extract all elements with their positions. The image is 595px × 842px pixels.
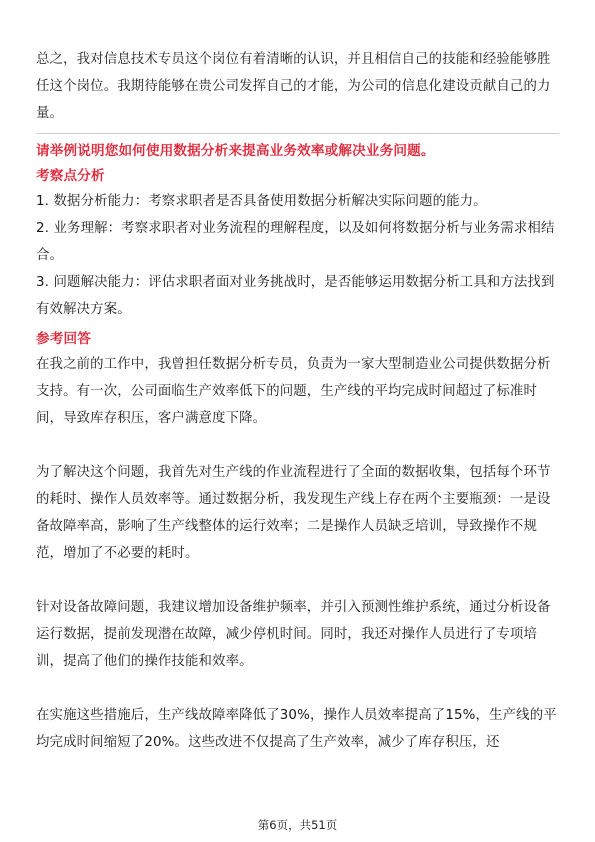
page-footer: 第6页，共51页	[257, 818, 338, 832]
analysis-item: 3. 问题解决能力：评估求职者面对业务挑战时，是否能够运用数据分析工具和方法找到有效解决方案。	[36, 275, 555, 317]
analysis-heading: 考察点分析	[36, 168, 105, 184]
answer-paragraph: 在我之前的工作中，我曾担任数据分析专员，负责为一家大型制造业公司提供数据分析支持。有一次，公司面临生产效率低下的问题，生产线的平均完成时间超过了标准时间，导致库存积压，客户满意度下降。	[36, 357, 551, 426]
answer-paragraph: 在实施这些措施后，生产线故障率降低了30%，操作人员效率提高了15%，生产线的平均完成时间缩短了20%。这些改进不仅提高了生产效率，减少了库存积压，还	[36, 708, 557, 750]
analysis-item: 2. 业务理解：考察求职者对业务流程的理解程度，以及如何将数据分析与业务需求相结合。	[36, 221, 555, 263]
analysis-item: 1. 数据分析能力：考察求职者是否具备使用数据分析解决实际问题的能力。	[36, 194, 487, 209]
paragraph-gap	[36, 432, 559, 459]
document-page	[36, 46, 559, 756]
paragraph-gap	[36, 675, 559, 702]
paragraph-gap	[36, 567, 559, 594]
question-title: 请举例说明您如何使用数据分析来提高业务效率或解决业务问题。	[36, 143, 435, 159]
answer-paragraph: 为了解决这个问题，我首先对生产线的作业流程进行了全面的数据收集，包括每个环节的耗时、操作人员效率等。通过数据分析，我发现生产线上存在两个主要瓶颈：一是设备故障率高，影响了生产线整体的运行效率；二是操作人员缺乏培训，导致操作不规范，增加了不必要的耗时。	[36, 465, 551, 561]
intro-paragraph: 总之，我对信息技术专员这个岗位有着清晰的认识，并且相信自己的技能和经验能够胜任这个岗位。我期待能够在贵公司发挥自己的才能，为公司的信息化建设贡献自己的力量。	[36, 52, 551, 121]
section-divider	[36, 133, 559, 134]
answer-paragraph: 针对设备故障问题，我建议增加设备维护频率，并引入预测性维护系统，通过分析设备运行数据，提前发现潜在故障，减少停机时间。同时，我还对操作人员进行了专项培训，提高了他们的操作技能和效率。	[36, 600, 551, 669]
answer-heading: 参考回答	[36, 331, 91, 347]
